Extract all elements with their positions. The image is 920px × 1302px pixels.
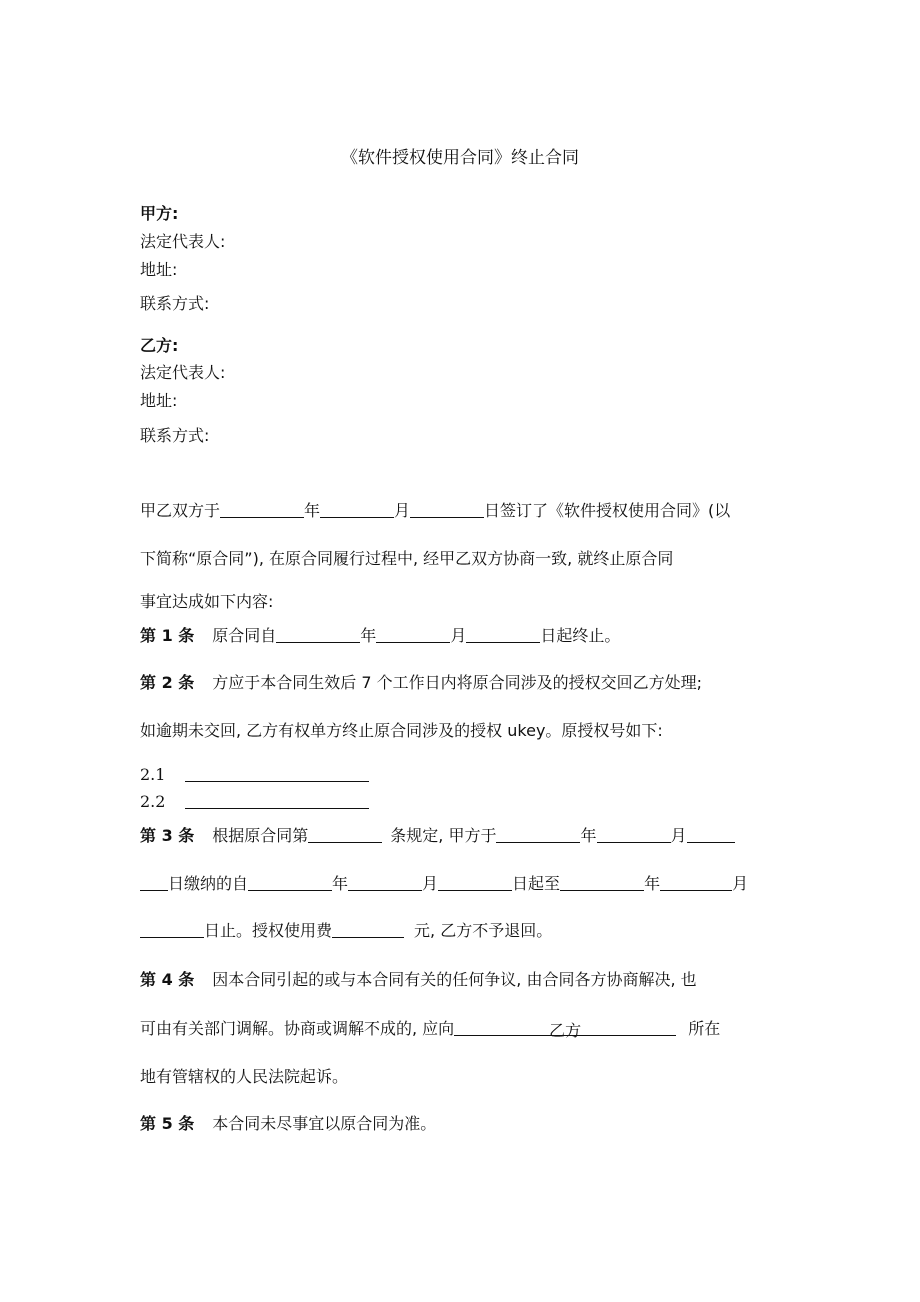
article-3-text-e: 日止。授权使用费: [204, 921, 333, 940]
blank-month: [597, 825, 671, 843]
blank-day: [466, 625, 540, 643]
article-2-label: 第 2 条: [140, 673, 195, 692]
blank-year: [276, 625, 360, 643]
license-item-1-number: 2.1: [140, 765, 166, 784]
party-b-label: 乙方:: [140, 336, 179, 355]
license-item-2: [140, 791, 369, 811]
blank-year: [220, 500, 304, 518]
article-2-line-2: 如逾期未交回, 乙方有权单方终止原合同涉及的授权 ukey。原授权号如下:: [140, 721, 663, 740]
license-item-1-blank: [185, 764, 369, 782]
blank-month: [320, 500, 394, 518]
article-5-label: 第 5 条: [140, 1114, 195, 1133]
article-3-month-1: 月: [670, 826, 687, 845]
party-a-label: 甲方:: [140, 204, 179, 223]
article-4-line-2: [140, 1016, 720, 1039]
intro-year: 年: [304, 501, 321, 520]
blank-month: [348, 873, 422, 891]
article-3-label: 第 3 条: [140, 826, 195, 845]
article-1: [140, 623, 620, 646]
article-3-text-f: 元, 乙方不予退回。: [414, 921, 553, 940]
party-b-addr-label: 地址:: [140, 391, 178, 410]
article-4-text-2a: 可由有关部门调解。协商或调解不成的, 应向: [140, 1019, 455, 1038]
party-b-contact-label: 联系方式:: [140, 426, 210, 445]
article-3-month-3: 月: [732, 874, 749, 893]
blank-month: [660, 873, 732, 891]
license-item-1: [140, 764, 369, 784]
article-2-line-1: [140, 670, 702, 693]
article-3-year-3: 年: [644, 874, 661, 893]
blank-year: [496, 825, 580, 843]
intro-text-a: 甲乙双方于: [140, 501, 221, 520]
blank-day: [140, 873, 168, 891]
article-3-month-2: 月: [422, 874, 439, 893]
article-3-text-b: 条规定, 甲方于: [390, 826, 497, 845]
license-item-2-blank: [185, 791, 369, 809]
blank-year: [248, 873, 332, 891]
article-3-line-2: [140, 871, 748, 894]
blank-fee: [332, 920, 404, 938]
article-1-label: 第 1 条: [140, 626, 195, 645]
blank-day: [687, 825, 735, 843]
intro-text-b: 日签订了《软件授权使用合同》(以: [484, 501, 731, 520]
license-item-2-number: 2.2: [140, 792, 166, 811]
intro-line-3: 事宜达成如下内容:: [140, 592, 274, 611]
blank-day: [438, 873, 512, 891]
article-3-line-1: [140, 823, 735, 846]
party-a-addr-label: 地址:: [140, 260, 178, 279]
intro-month: 月: [394, 501, 411, 520]
article-3-year-1: 年: [580, 826, 597, 845]
article-1-text-b: 日起终止。: [540, 626, 621, 645]
blank-day: [140, 920, 204, 938]
blank-day: [410, 500, 484, 518]
intro-line-1: [140, 498, 730, 521]
article-4-line-3: 地有管辖权的人民法院起诉。: [140, 1067, 349, 1086]
article-5-text: 本合同未尽事宜以原合同为准。: [212, 1114, 437, 1133]
article-1-month: 月: [450, 626, 467, 645]
blank-year: [560, 873, 644, 891]
court-party-value: 乙方: [549, 1021, 582, 1040]
party-a-rep-label: 法定代表人:: [140, 232, 226, 251]
article-3-line-3: [140, 918, 552, 941]
article-3-text-a: 根据原合同第: [212, 826, 309, 845]
article-1-text-a: 原合同自: [212, 626, 277, 645]
article-4-label: 第 4 条: [140, 970, 195, 989]
article-5: [140, 1111, 436, 1134]
article-4-text-2b: 所在: [688, 1019, 721, 1038]
party-b-rep-label: 法定代表人:: [140, 363, 226, 382]
article-4-text-1: 因本合同引起的或与本合同有关的任何争议, 由合同各方协商解决, 也: [212, 970, 697, 989]
party-a-contact-label: 联系方式:: [140, 294, 210, 313]
article-1-year: 年: [360, 626, 377, 645]
intro-line-2: 下简称“原合同”), 在原合同履行过程中, 经甲乙双方协商一致, 就终止原合同: [140, 549, 674, 568]
article-3-year-2: 年: [332, 874, 349, 893]
article-2-text-1: 方应于本合同生效后 7 个工作日内将原合同涉及的授权交回乙方处理;: [212, 673, 703, 692]
article-4-line-1: [140, 967, 697, 990]
court-party-field: [454, 1018, 676, 1040]
document-title: 《软件授权使用合同》终止合同: [341, 148, 579, 168]
blank-article-no: [308, 825, 382, 843]
blank-month: [376, 625, 450, 643]
article-3-text-d: 日起至: [512, 874, 561, 893]
article-3-text-c: 日缴纳的自: [168, 874, 249, 893]
